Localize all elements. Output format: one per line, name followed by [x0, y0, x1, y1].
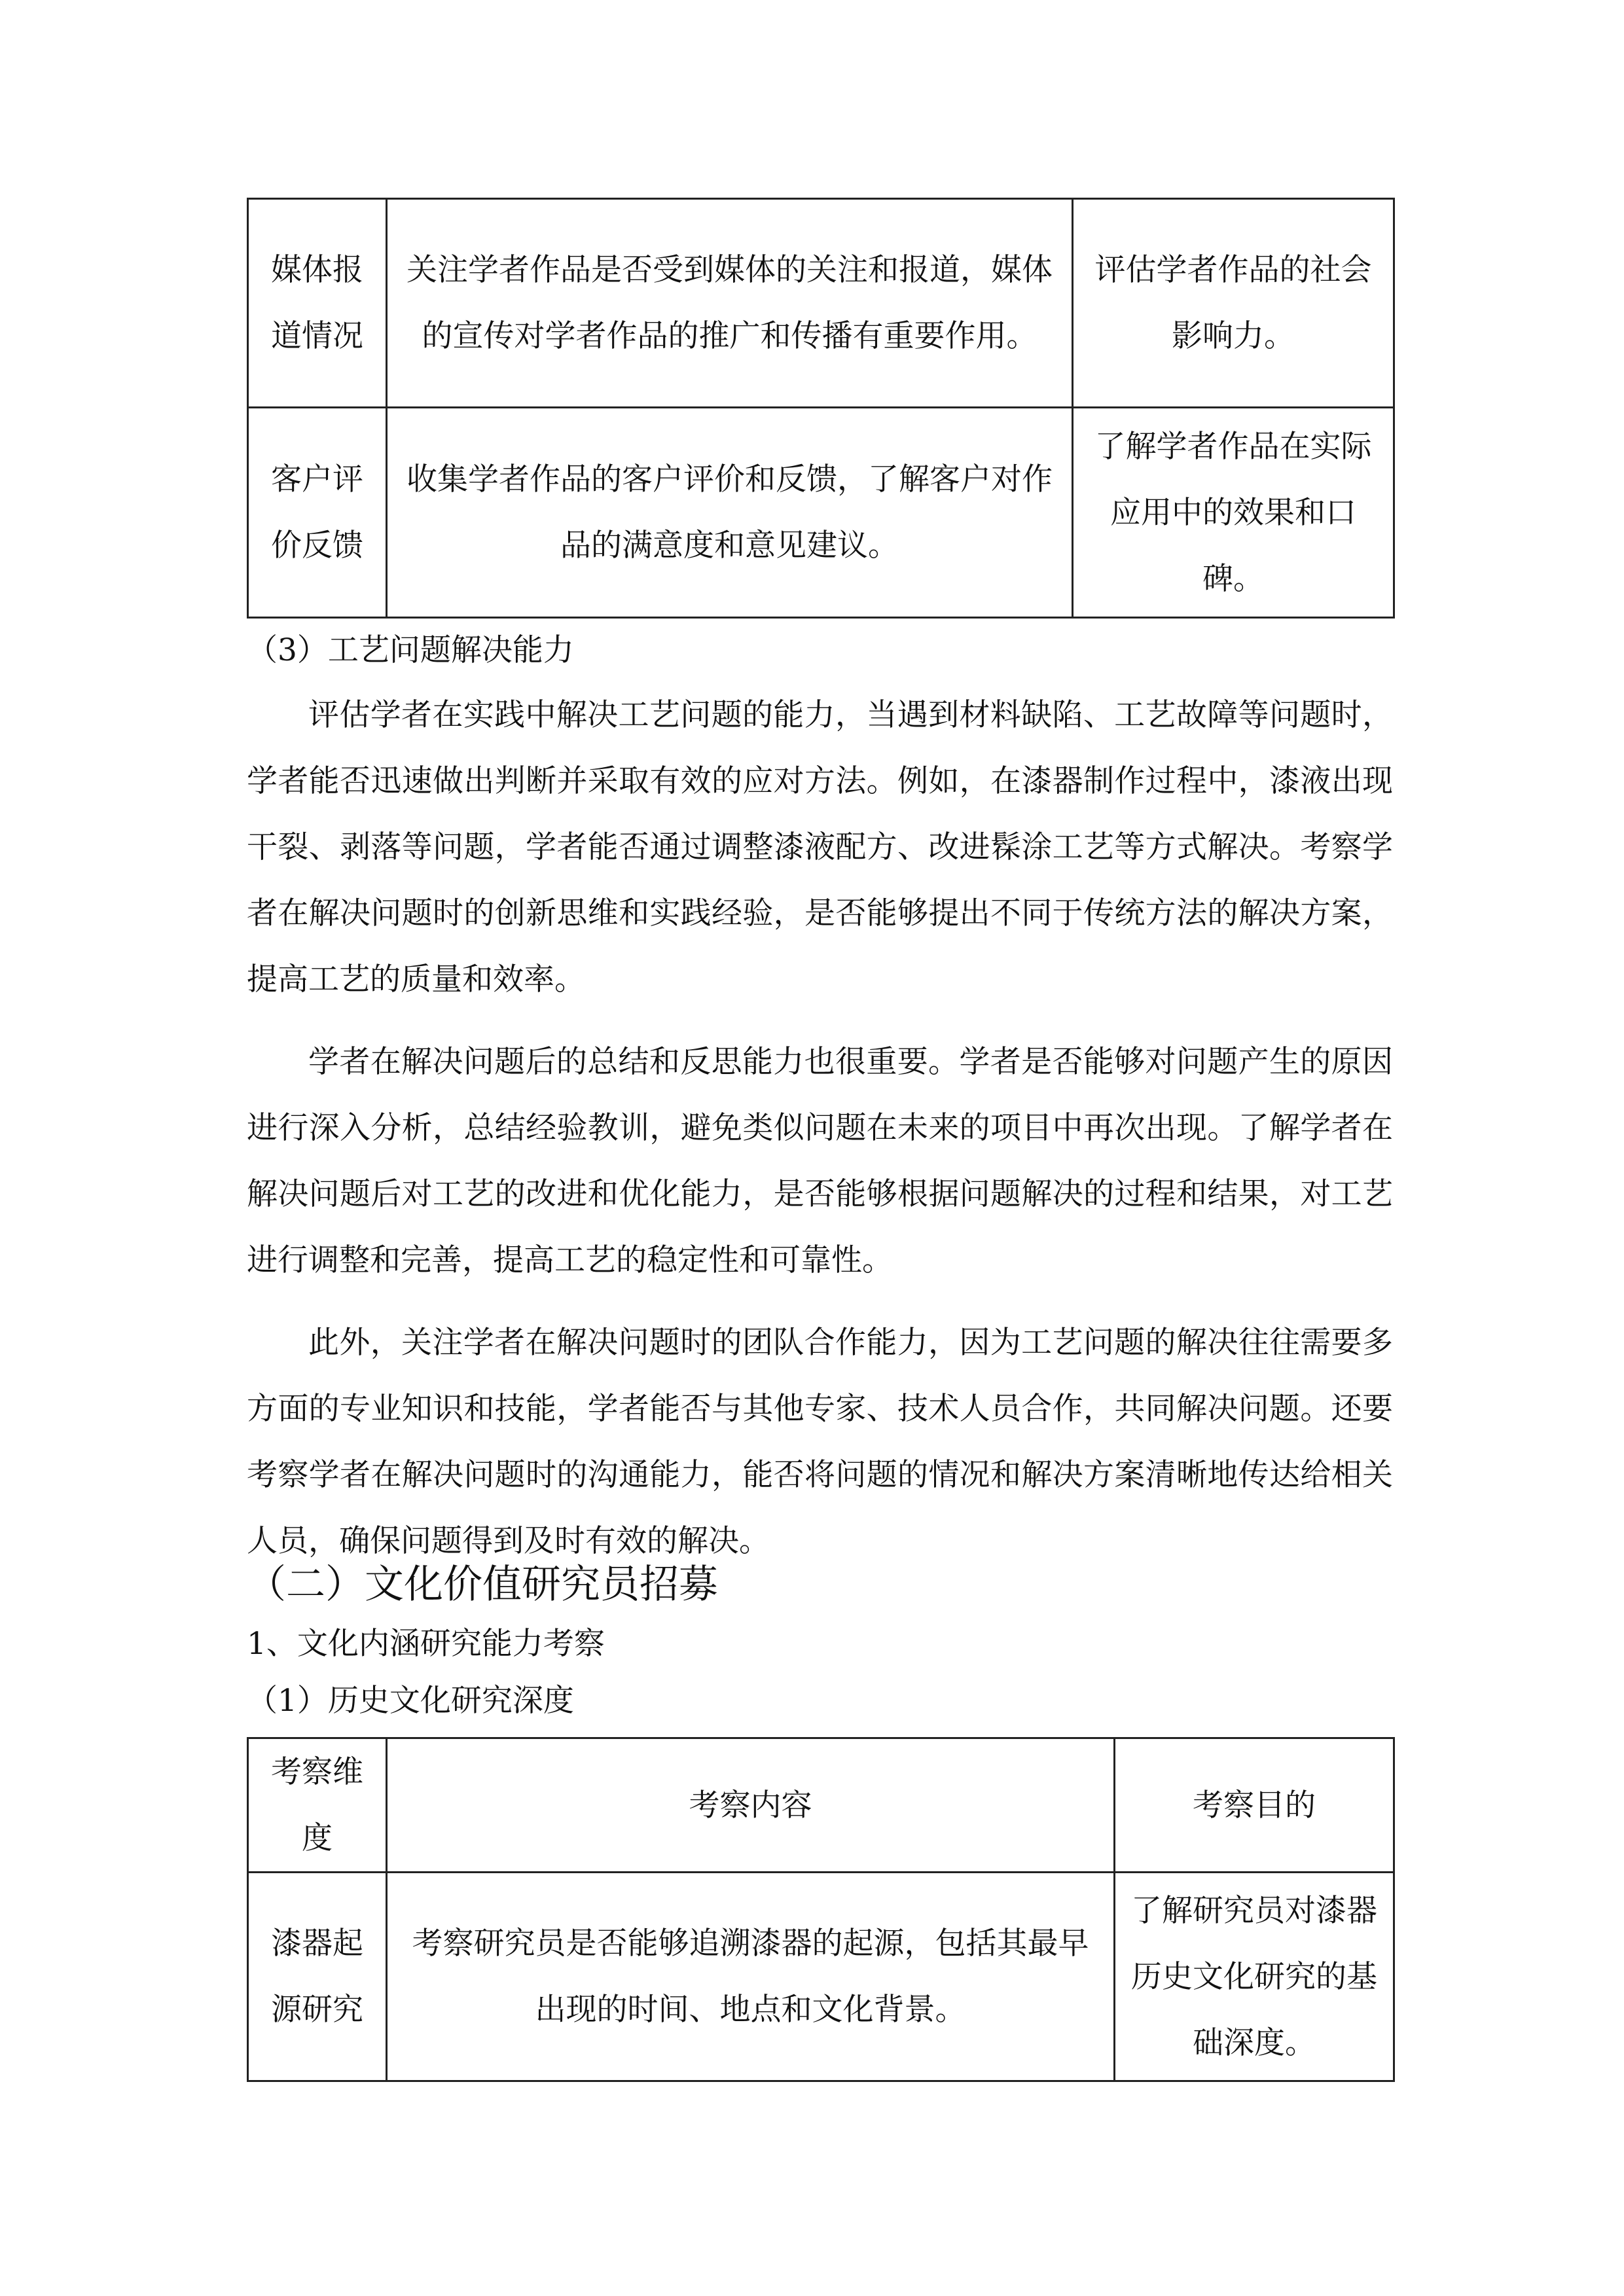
evaluation-table-1	[247, 198, 1395, 619]
dimension-cell: 客户评价反馈	[248, 408, 387, 618]
craft-problem-heading: （3）工艺问题解决能力	[247, 632, 574, 668]
paragraph: 此外，关注学者在解决问题时的团队合作能力，因为工艺问题的解决往往需要多方面的专业知识和技能，学者能否与其他专家、技术人员合作，共同解决问题。还要考察学者在解决问题时的沟通能力，能否将问题的情况和解决方案清晰地传达给相关人员，确保问题得到及时有效的解决。	[247, 1325, 1393, 1559]
content-cell: 关注学者作品是否受到媒体的关注和报道，媒体的宣传对学者作品的推广和传播有重要作用。	[387, 199, 1073, 408]
content-cell: 收集学者作品的客户评价和反馈，了解客户对作品的满意度和意见建议。	[387, 408, 1073, 618]
dimension-cell: 漆器起源研究	[248, 1873, 387, 2081]
sub-heading: （1）历史文化研究深度	[247, 1683, 574, 1719]
purpose-cell: 了解学者作品在实际应用中的效果和口碑。	[1073, 408, 1394, 618]
paragraph: 评估学者在实践中解决工艺问题的能力，当遇到材料缺陷、工艺故障等问题时，学者能否迅速做出判断并采取有效的应对方法。例如，在漆器制作过程中，漆液出现干裂、剥落等问题，学者能否通过调整漆液配方、改进髹涂工艺等方式解决。考察学者在解决问题时的创新思维和实践经验，是否能够提出不同于传统方法的解决方案，提高工艺的质量和效率。	[247, 697, 1393, 997]
craft-problem-body	[247, 682, 1393, 1574]
sub-heading: 1、文化内涵研究能力考察	[247, 1626, 605, 1662]
purpose-cell: 评估学者作品的社会影响力。	[1073, 199, 1394, 408]
table-header-row	[248, 1738, 1394, 1873]
header-cell: 考察内容	[387, 1738, 1115, 1873]
purpose-cell: 了解研究员对漆器历史文化研究的基础深度。	[1115, 1873, 1394, 2081]
table-row	[248, 408, 1394, 618]
paragraph: 学者在解决问题后的总结和反思能力也很重要。学者是否能够对问题产生的原因进行深入分析，总结经验教训，避免类似问题在未来的项目中再次出现。了解学者在解决问题后对工艺的改进和优化能力，是否能够根据问题解决的过程和结果，对工艺进行调整和完善，提高工艺的稳定性和可靠性。	[247, 1044, 1393, 1278]
header-cell: 考察目的	[1115, 1738, 1394, 1873]
section-title: （二）文化价值研究员招募	[247, 1562, 718, 1607]
header-cell: 考察维度	[248, 1738, 387, 1873]
table-row	[248, 199, 1394, 408]
dimension-cell: 媒体报道情况	[248, 199, 387, 408]
table-row	[248, 1873, 1394, 2081]
content-cell: 考察研究员是否能够追溯漆器的起源，包括其最早出现的时间、地点和文化背景。	[387, 1873, 1115, 2081]
evaluation-table-2	[247, 1737, 1395, 2082]
